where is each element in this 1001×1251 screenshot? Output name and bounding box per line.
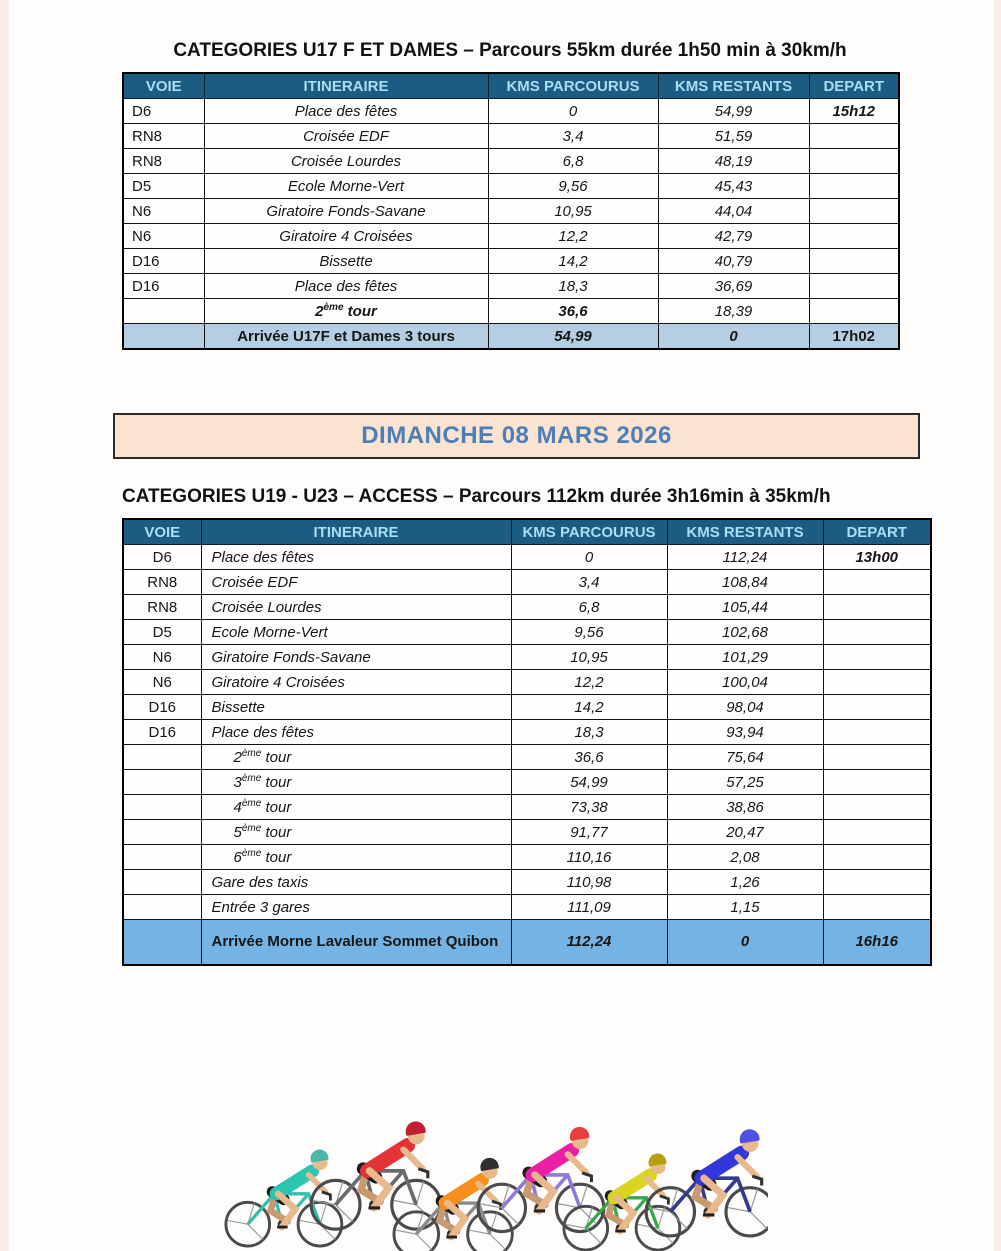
header-row — [123, 73, 899, 99]
cell-kp: 110,16 — [511, 845, 667, 870]
cell-itin: Croisée EDF — [201, 570, 511, 595]
cell-voie: RN8 — [123, 595, 201, 620]
table-row — [123, 745, 931, 770]
cell-voie — [123, 845, 201, 870]
cell-kr: 1,26 — [667, 870, 823, 895]
table-row — [123, 595, 931, 620]
cell-kr: 0 — [658, 324, 809, 350]
cell-kp: 9,56 — [511, 620, 667, 645]
cell-kp: 110,98 — [511, 870, 667, 895]
cell-voie: D6 — [123, 99, 204, 124]
ordinal-superscript: ème — [241, 747, 262, 759]
table-row — [123, 895, 931, 920]
cell-itin: Arrivée Morne Lavaleur Sommet Quibon — [201, 920, 511, 966]
cell-kr: 48,19 — [658, 149, 809, 174]
cell-kp: 73,38 — [511, 795, 667, 820]
cell-kr: 98,04 — [667, 695, 823, 720]
cell-dep — [823, 595, 931, 620]
cell-kr: 2,08 — [667, 845, 823, 870]
cell-kp: 54,99 — [488, 324, 658, 350]
cell-kp: 18,3 — [511, 720, 667, 745]
cell-dep — [823, 895, 931, 920]
cell-kp: 0 — [511, 545, 667, 570]
cell-kr: 102,68 — [667, 620, 823, 645]
cell-kp: 91,77 — [511, 820, 667, 845]
cell-voie — [123, 795, 201, 820]
cell-voie — [123, 895, 201, 920]
cell-voie — [123, 870, 201, 895]
cell-kr: 38,86 — [667, 795, 823, 820]
table-row — [123, 645, 931, 670]
cell-itin: Gare des taxis — [201, 870, 511, 895]
cell-itin: 4ème tour — [201, 795, 511, 820]
cyclist — [646, 1129, 768, 1236]
table-row — [123, 274, 899, 299]
cell-itin: 5ème tour — [201, 820, 511, 845]
cell-dep — [823, 645, 931, 670]
cell-voie: N6 — [123, 224, 204, 249]
cell-kp: 6,8 — [488, 149, 658, 174]
arrival-row — [123, 920, 931, 966]
cyclists-illustration — [223, 1103, 768, 1251]
column-header-voie: VOIE — [123, 519, 201, 545]
cell-kp: 36,6 — [511, 745, 667, 770]
cell-itin: Place des fêtes — [201, 720, 511, 745]
table-row — [123, 670, 931, 695]
table-row — [123, 570, 931, 595]
cell-itin: 2ème tour — [204, 299, 488, 324]
cell-kr: 108,84 — [667, 570, 823, 595]
page-edge-tint-right — [994, 0, 1001, 1251]
cell-voie — [123, 820, 201, 845]
column-header-kms-parcourus: KMS PARCOURUS — [488, 73, 658, 99]
cell-voie — [123, 770, 201, 795]
page-title-u17-dames: CATEGORIES U17 F ET DAMES – Parcours 55km durée 1h50 min à 30km/h — [173, 40, 847, 61]
cell-dep — [823, 770, 931, 795]
table-row — [123, 249, 899, 274]
cell-dep — [809, 274, 899, 299]
cell-kp: 6,8 — [511, 595, 667, 620]
cell-itin: Place des fêtes — [204, 274, 488, 299]
table-row — [123, 795, 931, 820]
cyclist — [225, 1150, 341, 1247]
cell-kp: 112,24 — [511, 920, 667, 966]
cell-kp: 10,95 — [488, 199, 658, 224]
cell-kr: 51,59 — [658, 124, 809, 149]
cell-voie: D6 — [123, 545, 201, 570]
cell-voie: N6 — [123, 670, 201, 695]
cell-kp: 54,99 — [511, 770, 667, 795]
ordinal-superscript: ème — [241, 847, 262, 859]
cell-kp: 18,3 — [488, 274, 658, 299]
cell-voie: N6 — [123, 199, 204, 224]
cell-dep — [809, 149, 899, 174]
table-row — [123, 99, 899, 124]
cell-kr: 0 — [667, 920, 823, 966]
cell-itin: 6ème tour — [201, 845, 511, 870]
table-row — [123, 695, 931, 720]
cell-itin: Bissette — [204, 249, 488, 274]
cell-dep — [823, 720, 931, 745]
column-header-itineraire: ITINERAIRE — [204, 73, 488, 99]
cell-kp: 10,95 — [511, 645, 667, 670]
cell-itin: Giratoire Fonds-Savane — [204, 199, 488, 224]
cell-kr: 40,79 — [658, 249, 809, 274]
cell-kr: 18,39 — [658, 299, 809, 324]
cell-voie: D16 — [123, 720, 201, 745]
cell-dep — [823, 745, 931, 770]
cell-kr: 105,44 — [667, 595, 823, 620]
ordinal-superscript: ème — [323, 301, 344, 313]
cell-kr: 101,29 — [667, 645, 823, 670]
cell-dep — [823, 820, 931, 845]
column-header-kms-restants: KMS RESTANTS — [658, 73, 809, 99]
cell-kr: 45,43 — [658, 174, 809, 199]
cell-dep — [823, 620, 931, 645]
cyclist — [478, 1127, 604, 1232]
page-edge-tint-left — [0, 0, 9, 1251]
cell-kp: 12,2 — [511, 670, 667, 695]
ordinal-superscript: ème — [241, 797, 262, 809]
table-row — [123, 845, 931, 870]
cell-itin: Croisée Lourdes — [204, 149, 488, 174]
column-header-voie: VOIE — [123, 73, 204, 99]
cell-dep: 15h12 — [809, 99, 899, 124]
cell-voie: RN8 — [123, 149, 204, 174]
cell-kr: 42,79 — [658, 224, 809, 249]
table-row — [123, 820, 931, 845]
table-row — [123, 620, 931, 645]
cell-dep — [823, 845, 931, 870]
column-header-depart: DEPART — [823, 519, 931, 545]
cell-kp: 111,09 — [511, 895, 667, 920]
cell-dep — [809, 174, 899, 199]
column-header-kms-parcourus: KMS PARCOURUS — [511, 519, 667, 545]
cell-itin: Croisée EDF — [204, 124, 488, 149]
column-header-kms-restants: KMS RESTANTS — [667, 519, 823, 545]
cell-voie — [123, 324, 204, 350]
table-row — [123, 545, 931, 570]
cell-kr: 20,47 — [667, 820, 823, 845]
cell-kp: 9,56 — [488, 174, 658, 199]
arrival-row — [123, 324, 899, 350]
cell-dep — [809, 224, 899, 249]
cell-dep — [809, 299, 899, 324]
cell-kr: 112,24 — [667, 545, 823, 570]
cell-voie: D16 — [123, 274, 204, 299]
cell-itin: Giratoire 4 Croisées — [204, 224, 488, 249]
ordinal-superscript: ème — [241, 822, 262, 834]
cell-kr: 100,04 — [667, 670, 823, 695]
cell-voie — [123, 745, 201, 770]
cell-dep: 17h02 — [809, 324, 899, 350]
table-row — [123, 770, 931, 795]
cell-itin: Giratoire 4 Croisées — [201, 670, 511, 695]
cell-kp: 0 — [488, 99, 658, 124]
cell-itin: Giratoire Fonds-Savane — [201, 645, 511, 670]
cell-kr: 57,25 — [667, 770, 823, 795]
header-row — [123, 519, 931, 545]
table-row — [123, 224, 899, 249]
cell-kr: 36,69 — [658, 274, 809, 299]
ordinal-superscript: ème — [241, 772, 262, 784]
cell-voie: D16 — [123, 695, 201, 720]
date-banner — [113, 413, 920, 459]
cell-itin: 3ème tour — [201, 770, 511, 795]
cell-dep — [823, 795, 931, 820]
cell-itin: Place des fêtes — [201, 545, 511, 570]
column-header-itineraire: ITINERAIRE — [201, 519, 511, 545]
cell-voie: D5 — [123, 174, 204, 199]
cell-voie: D5 — [123, 620, 201, 645]
cell-kp: 3,4 — [511, 570, 667, 595]
column-header-depart: DEPART — [809, 73, 899, 99]
cell-dep — [823, 695, 931, 720]
date-banner-label: DIMANCHE 08 MARS 2026 — [361, 422, 672, 449]
cell-kp: 14,2 — [488, 249, 658, 274]
cell-kr: 75,64 — [667, 745, 823, 770]
cell-itin: Croisée Lourdes — [201, 595, 511, 620]
cell-itin: Arrivée U17F et Dames 3 tours — [204, 324, 488, 350]
cell-dep — [823, 670, 931, 695]
cell-kr: 44,04 — [658, 199, 809, 224]
cell-dep — [823, 570, 931, 595]
cell-itin: Bissette — [201, 695, 511, 720]
cell-itin: Entrée 3 gares — [201, 895, 511, 920]
table-row — [123, 174, 899, 199]
table-row — [123, 124, 899, 149]
cell-itin: Ecole Morne-Vert — [204, 174, 488, 199]
cell-voie — [123, 299, 204, 324]
cell-kr: 54,99 — [658, 99, 809, 124]
cell-kp: 12,2 — [488, 224, 658, 249]
table-row — [123, 199, 899, 224]
cell-voie: RN8 — [123, 570, 201, 595]
cell-dep: 16h16 — [823, 920, 931, 966]
page-title-u19-u23-access: CATEGORIES U19 - U23 – ACCESS – Parcours 112km durée 3h16min à 35km/h — [122, 486, 831, 507]
cell-dep — [823, 870, 931, 895]
cell-itin: 2ème tour — [201, 745, 511, 770]
cell-dep — [809, 124, 899, 149]
cell-kr: 93,94 — [667, 720, 823, 745]
table-row — [123, 299, 899, 324]
cell-dep — [809, 199, 899, 224]
cell-kp: 14,2 — [511, 695, 667, 720]
race-table-u19-u23-access — [122, 518, 932, 966]
table-row — [123, 720, 931, 745]
cell-voie — [123, 920, 201, 966]
cell-dep: 13h00 — [823, 545, 931, 570]
cell-kr: 1,15 — [667, 895, 823, 920]
cell-kp: 36,6 — [488, 299, 658, 324]
cell-voie: N6 — [123, 645, 201, 670]
table-row — [123, 870, 931, 895]
cell-kp: 3,4 — [488, 124, 658, 149]
cell-itin: Place des fêtes — [204, 99, 488, 124]
cell-dep — [809, 249, 899, 274]
table-row — [123, 149, 899, 174]
race-table-u17-dames — [122, 72, 900, 350]
cell-voie: RN8 — [123, 124, 204, 149]
cell-voie: D16 — [123, 249, 204, 274]
cell-itin: Ecole Morne-Vert — [201, 620, 511, 645]
